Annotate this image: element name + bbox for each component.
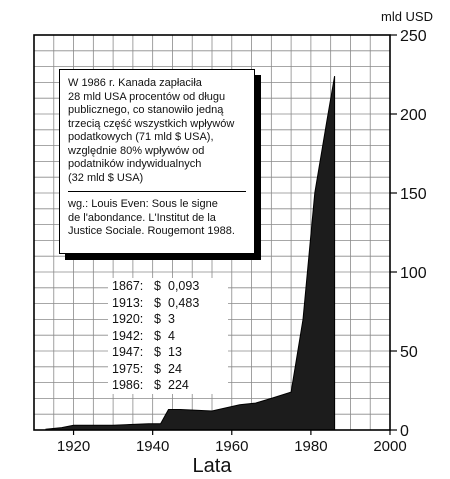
- value-amount: 4: [168, 328, 175, 343]
- annotation-line: W 1986 r. Kanada zapłaciła: [68, 77, 202, 89]
- value-row: [108, 295, 228, 312]
- value-row: [108, 361, 228, 378]
- x-tick-label: 1960: [215, 438, 249, 455]
- value-year: 1913:: [112, 295, 144, 310]
- annotation-line: publicznego, co stanowiło jedną: [68, 104, 224, 116]
- x-tick-label: 1980: [294, 438, 328, 455]
- value-amount: 0,093: [168, 279, 200, 293]
- y-tick-label: 100: [400, 265, 427, 282]
- annotation-line: trzecią część wszystkich wpływów: [68, 117, 235, 130]
- value-currency: $: [154, 378, 161, 392]
- value-year: 1947:: [112, 345, 144, 359]
- annotation-box: [59, 69, 255, 254]
- y-tick-label: 200: [400, 107, 427, 124]
- annotation-divider: [68, 191, 246, 192]
- value-year: 1867:: [112, 279, 144, 293]
- value-year: 1920:: [112, 312, 144, 326]
- y-tick-label: 150: [400, 186, 427, 203]
- annotation-line: 28 mld USA procentów od długu: [68, 90, 226, 103]
- source-line: de l'abondance. L'Institut de la: [68, 211, 216, 224]
- value-amount: 3: [168, 312, 175, 326]
- annotation-text: [68, 77, 246, 185]
- value-amount: 13: [168, 345, 182, 359]
- x-tick-label: 2000: [373, 438, 407, 455]
- value-year: 1942:: [112, 328, 144, 343]
- y-tick-label: 50: [400, 344, 418, 361]
- annotation-line: podatkowych (71 mld $ USA),: [68, 131, 214, 143]
- source-line: Justice Sociale. Rougemont 1988.: [68, 225, 235, 237]
- value-table: [108, 278, 228, 394]
- x-axis-title: Lata: [192, 455, 232, 477]
- value-year: 1975:: [112, 361, 144, 376]
- source-line: wg.: Louis Even: Sous le signe: [68, 198, 218, 210]
- value-row: [108, 278, 228, 295]
- value-row: [108, 311, 228, 328]
- value-currency: $: [154, 312, 161, 326]
- x-tick-label: 1920: [56, 438, 91, 455]
- value-amount: 224: [168, 378, 189, 392]
- value-currency: $: [154, 328, 161, 343]
- value-currency: $: [154, 279, 161, 293]
- value-row: [108, 344, 228, 361]
- value-currency: $: [154, 361, 161, 376]
- x-tick-label: 1940: [135, 438, 170, 455]
- value-amount: 24: [168, 361, 182, 376]
- annotation-line: podatników indywidualnych: [68, 158, 202, 170]
- value-currency: $: [154, 295, 161, 310]
- y-tick-label: 250: [400, 28, 427, 45]
- value-row: [108, 328, 228, 345]
- annotation-line: (32 mld $ USA): [68, 171, 144, 184]
- value-currency: $: [154, 345, 161, 359]
- value-amount: 0,483: [168, 295, 200, 310]
- annotation-line: względnie 80% wpływów od: [68, 144, 205, 157]
- y-tick-label: 0: [400, 423, 409, 440]
- y-axis-unit-label: mld USD: [380, 9, 434, 24]
- annotation-source: [68, 198, 246, 239]
- value-year: 1986:: [112, 378, 144, 392]
- value-row: [108, 377, 228, 394]
